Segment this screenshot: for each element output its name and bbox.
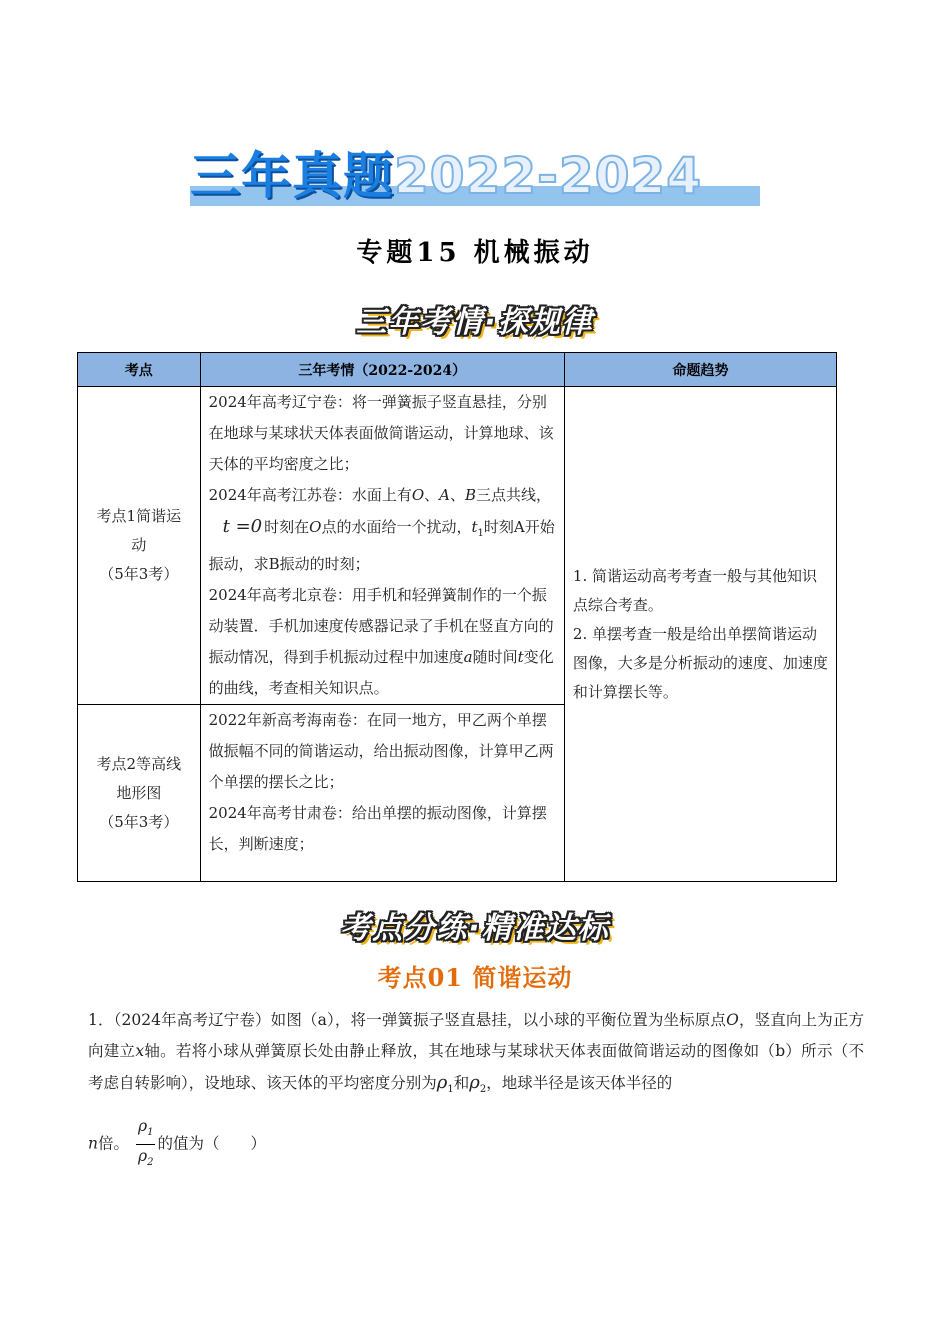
banner-text <box>190 146 760 206</box>
point-cell <box>78 705 201 882</box>
banner-years: 2022-2024 <box>394 147 703 205</box>
exam-item: 2024年高考江苏卷：水面上有O、A、B三点共线，t =0 时刻在O点的水面给一个扰动，$t_1$时刻A开始振动，求B振动的时刻； <box>208 486 555 573</box>
trend-cell <box>564 387 836 882</box>
exam-item: 2024年高考甘肃卷：给出单摆的振动图像，计算摆长，判断速度； <box>208 804 547 853</box>
point-label: 考点1简谐运 <box>96 507 182 525</box>
exam-item: 2024年高考辽宁卷：将一弹簧振子竖直悬挂，分别在地球与某球状天体表面做简谐运动，计算地球、该天体的平均密度之比； <box>208 393 554 473</box>
table-row <box>78 387 837 705</box>
point-label: 动 <box>131 536 147 554</box>
table-header-row <box>78 353 837 387</box>
trend-item: 1. 简谐运动高考考查一般与其他知识点综合考查。 <box>572 566 818 614</box>
header-exam: 三年考情（2022-2024） <box>200 353 564 387</box>
point-cell <box>78 387 201 705</box>
section-title-trends: 三年考情·探规律 <box>356 305 594 340</box>
question-line-fraction: n倍。 $\frac{\rho_1}{\rho_2}$ 的值为（ ） <box>88 1115 864 1174</box>
title-banner <box>190 148 760 210</box>
banner-cn: 三年真题 <box>190 147 394 205</box>
exam-item: 2022年新高考海南卷：在同一地方，甲乙两个单摆做振幅不同的简谐运动，给出振动图像，计算甲乙两个单摆的摆长之比； <box>208 711 554 791</box>
question-1: 1．（2024年高考辽宁卷）如图（a），将一弹簧振子竖直悬挂，以小球的平衡位置为坐标原点O，竖直向上为正方向建立x轴。若将小球从弹簧原长处由静止释放，其在地球与某球状天体表面做简谐运动的图像如（b）所示（不考虑自转影响），设地球、该天体的平均密度分别为$\rho_1$和$\rho_2$，地球半径是该天体半径的 n倍。 $\frac{\rho_1}{\rho_2}$ 的值为（ ） <box>88 1005 864 1174</box>
point-label: 地形图 <box>116 783 162 802</box>
point-label: 考点2等高线 <box>96 754 182 773</box>
trend-item: 2. 单摆考查一般是给出单摆简谐运动图像，大多是分析振动的速度、加速度和计算摆长等。 <box>572 624 828 701</box>
subject-title: 专题15 机械振动 <box>356 238 594 268</box>
exam-item: 2024年高考北京卷：用手机和轻弹簧制作的一个振动装置．手机加速度传感器记录了手机在竖直方向的振动情况，得到手机振动过程中加速度a随时间t变化的曲线，考查相关知识点。 <box>208 586 554 697</box>
header-trend: 命题趋势 <box>564 353 836 387</box>
density-ratio-fraction: $\frac{\rho_1}{\rho_2}$ <box>137 1117 154 1169</box>
exam-cell <box>200 705 564 882</box>
kaodian-title: 考点01 简谐运动 <box>377 963 573 992</box>
point-count: （5年3考） <box>99 812 179 831</box>
exam-cell <box>200 387 564 705</box>
point-count: （5年3考） <box>99 565 179 583</box>
section-title-practice: 考点分练·精准达标 <box>340 911 610 946</box>
header-point: 考点 <box>78 353 201 387</box>
exam-trend-table <box>77 352 837 882</box>
